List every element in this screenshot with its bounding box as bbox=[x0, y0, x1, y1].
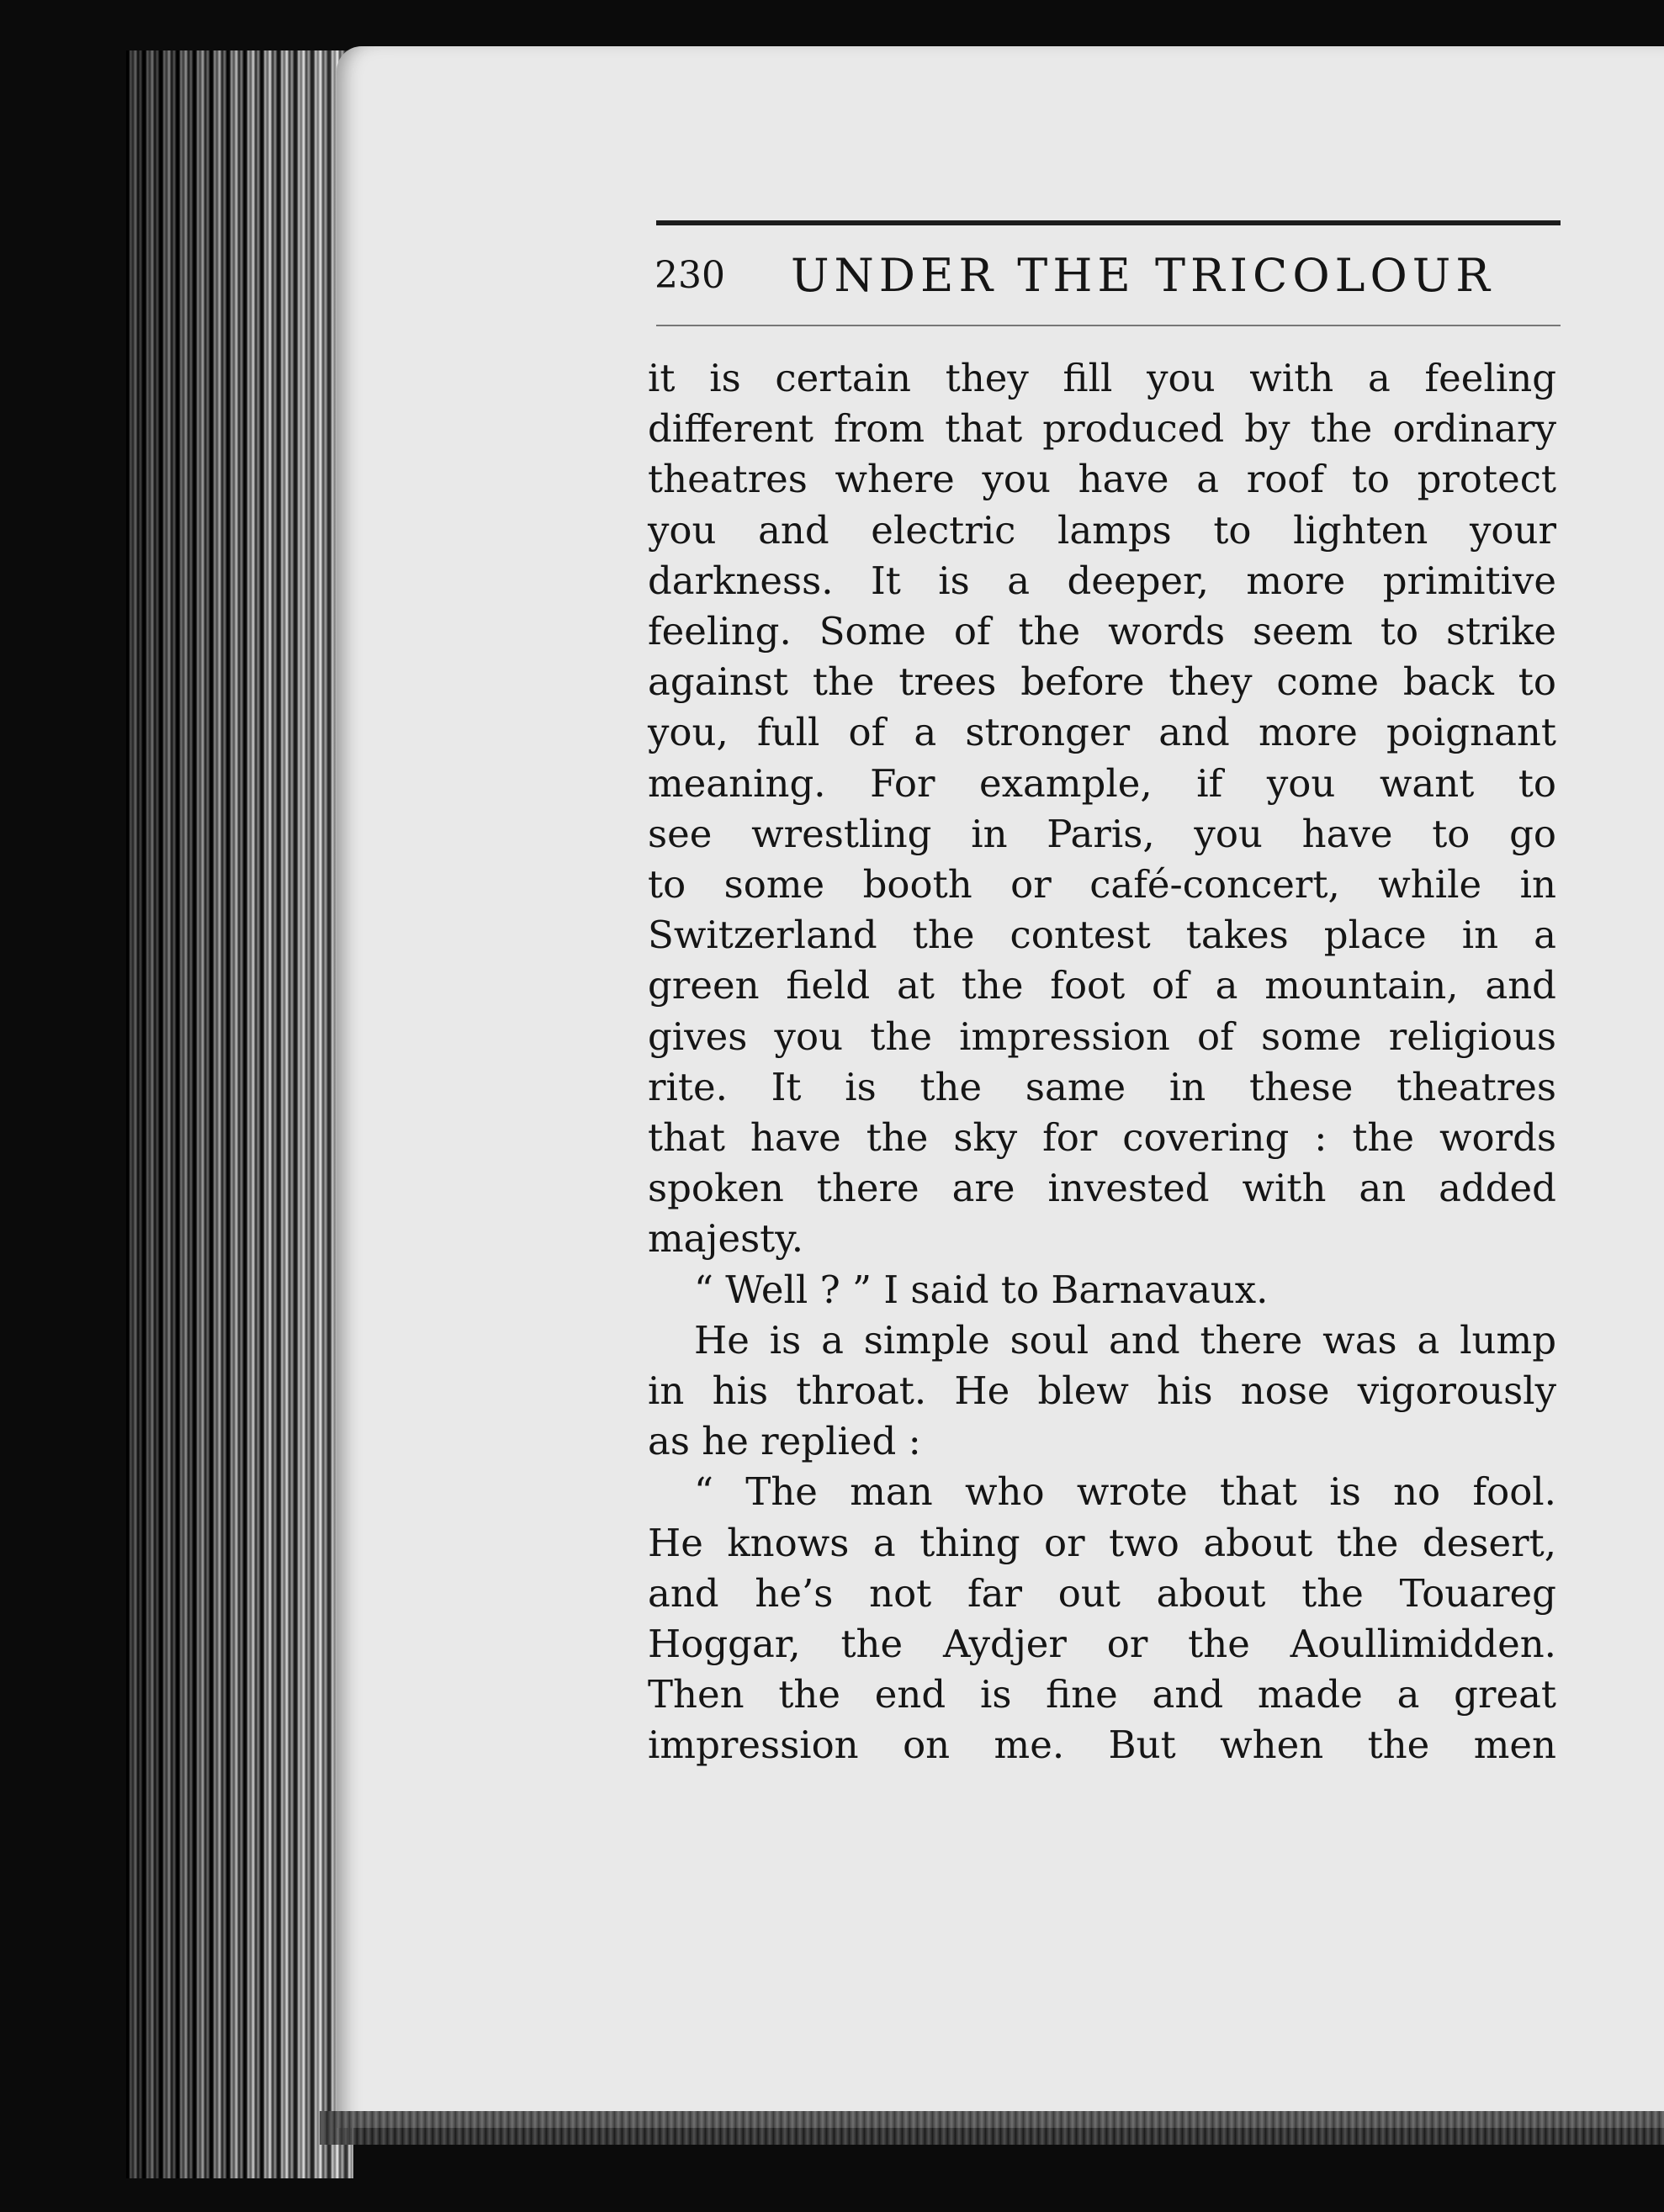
text-line: theatres where you have a roof to protect bbox=[648, 457, 1556, 501]
text-line: that have the sky for covering : the words bbox=[648, 1115, 1556, 1160]
text-line: you, full of a stronger and more poignant bbox=[648, 710, 1556, 754]
text-line: “ The man who wrote that is no fool. bbox=[694, 1469, 1556, 1514]
text-line: darkness. It is a deeper, more primitive bbox=[648, 558, 1556, 603]
text-line: you and electric lamps to lighten your bbox=[648, 508, 1556, 553]
text-line: as he replied : bbox=[648, 1419, 921, 1463]
text-line: different from that produced by the ordinary bbox=[648, 406, 1556, 451]
text-line: “ Well ? ” I said to Barnavaux. bbox=[694, 1267, 1269, 1312]
text-line: majesty. bbox=[648, 1216, 804, 1261]
header-rule-top bbox=[656, 220, 1561, 225]
text-line: in his throat. He blew his nose vigorously bbox=[648, 1368, 1556, 1413]
text-line: Then the end is fine and made a great bbox=[648, 1672, 1556, 1717]
text-line: green field at the foot of a mountain, and bbox=[648, 963, 1556, 1008]
text-line: He knows a thing or two about the desert, bbox=[648, 1521, 1556, 1565]
text-line: impression on me. But when the men bbox=[648, 1723, 1556, 1767]
header-rule-bottom bbox=[656, 325, 1561, 326]
text-line: to some booth or café-concert, while in bbox=[648, 862, 1556, 907]
text-line: spoken there are invested with an added bbox=[648, 1166, 1556, 1210]
page-number: 230 bbox=[654, 254, 725, 297]
text-line: meaning. For example, if you want to bbox=[648, 761, 1556, 806]
text-line: against the trees before they come back to bbox=[648, 659, 1556, 704]
text-line: He is a simple soul and there was a lump bbox=[694, 1318, 1556, 1363]
text-line: gives you the impression of some religious bbox=[648, 1014, 1556, 1059]
text-line: Hoggar, the Aydjer or the Aoullimidden. bbox=[648, 1622, 1556, 1666]
text-line: see wrestling in Paris, you have to go bbox=[648, 812, 1556, 856]
text-line: and he’s not far out about the Touareg bbox=[648, 1571, 1556, 1616]
text-line: Switzerland the contest takes place in a bbox=[648, 913, 1556, 957]
book-page-edges bbox=[126, 50, 353, 2178]
running-title: UNDER THE TRICOLOUR bbox=[791, 249, 1495, 302]
running-header bbox=[654, 244, 1563, 311]
text-line: feeling. Some of the words seem to strike bbox=[648, 609, 1556, 654]
text-line: it is certain they fill you with a feeling bbox=[648, 356, 1556, 400]
text-line: rite. It is the same in these theatres bbox=[648, 1065, 1556, 1109]
page-bottom-edge bbox=[320, 2111, 1664, 2145]
